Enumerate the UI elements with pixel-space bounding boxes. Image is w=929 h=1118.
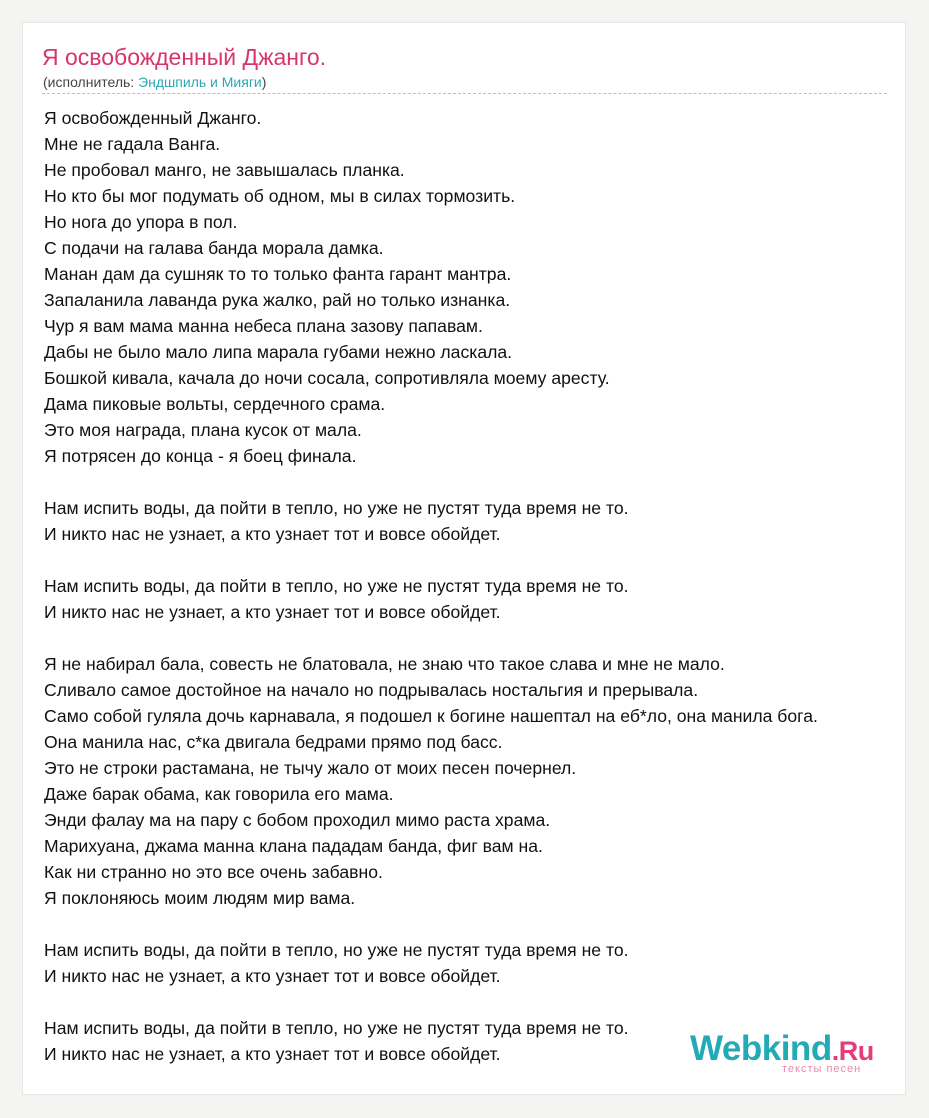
verse-2 <box>44 651 906 911</box>
header-divider <box>42 93 887 94</box>
chorus-1 <box>44 495 906 547</box>
lyric-line: И никто нас не узнает, а кто узнает тот и вовсе обойдет. <box>44 1044 501 1064</box>
lyric-line: Я освобожденный Джанго. <box>44 108 262 128</box>
stanza-gap <box>44 625 906 651</box>
lyric-line: И никто нас не узнает, а кто узнает тот и вовсе обойдет. <box>44 966 501 986</box>
lyric-line: Я не набирал бала, совесть не блатовала, не знаю что такое слава и мне не мало. <box>44 654 725 674</box>
artist-suffix: ) <box>261 74 267 90</box>
lyric-line: Даже барак обама, как говорила его мама. <box>44 784 394 804</box>
lyric-line: Дама пиковые вольты, сердечного срама. <box>44 394 386 414</box>
logo-tld-text: .Ru <box>831 1036 874 1066</box>
verse-1 <box>44 105 906 469</box>
chorus-2 <box>44 573 906 625</box>
lyric-line: Энди фалау ма на пару с бобом проходил мимо раста храма. <box>44 810 551 830</box>
lyric-line: Она манила нас, с*ка двигала бедрами прямо под басс. <box>44 732 503 752</box>
lyric-line: Нам испить воды, да пойти в тепло, но уже не пустят туда время не то. <box>44 940 629 960</box>
lyric-line: И никто нас не узнает, а кто узнает тот и вовсе обойдет. <box>44 602 501 622</box>
logo-subtitle: тексты песен <box>782 1063 862 1075</box>
lyric-line: Это моя награда, плана кусок от мала. <box>44 420 362 440</box>
lyric-line: Нам испить воды, да пойти в тепло, но уже не пустят туда время не то. <box>44 576 629 596</box>
webkind-logo[interactable] <box>690 1029 880 1075</box>
lyric-line: Нам испить воды, да пойти в тепло, но уже не пустят туда время не то. <box>44 498 629 518</box>
lyric-line: Не пробовал манго, не завышалась планка. <box>44 160 405 180</box>
lyric-line: Марихуана, джама манна клана пададам банда, фиг вам на. <box>44 836 543 856</box>
stanza-gap <box>44 911 906 937</box>
lyric-line: С подачи на галава банда морала дамка. <box>44 238 384 258</box>
lyric-line: И никто нас не узнает, а кто узнает тот и вовсе обойдет. <box>44 524 501 544</box>
lyric-line: Но нога до упора в пол. <box>44 212 238 232</box>
logo-main-text: Webkind <box>690 1029 832 1068</box>
lyric-line: Мне не гадала Ванга. <box>44 134 221 154</box>
lyric-line: Как ни странно но это все очень забавно. <box>44 862 383 882</box>
song-title: Я освобожденный Джанго. <box>42 44 327 70</box>
artist-prefix: (исполнитель: <box>43 74 139 90</box>
lyric-line: Запаланила лаванда рука жалко, рай но только изнанка. <box>44 290 511 310</box>
artist-line <box>43 74 266 90</box>
lyric-line: Само собой гуляла дочь карнавала, я подошел к богине нашептал на еб*ло, она манила бога. <box>44 706 818 726</box>
stanza-gap <box>44 547 906 573</box>
artist-link[interactable]: Эндшпиль и Мияги <box>138 74 262 90</box>
stanza-gap <box>44 989 906 1015</box>
lyric-line: Это не строки растамана, не тычу жало от моих песен почернел. <box>44 758 577 778</box>
lyrics-text <box>44 105 906 1067</box>
lyric-line: Нам испить воды, да пойти в тепло, но уже не пустят туда время не то. <box>44 1018 629 1038</box>
lyric-line: Манан дам да сушняк то то только фанта гарант мантра. <box>44 264 512 284</box>
lyric-line: Я поклоняюсь моим людям мир вама. <box>44 888 356 908</box>
lyric-line: Сливало самое достойное на начало но подрывалась ностальгия и прерывала. <box>44 680 699 700</box>
stanza-gap <box>44 469 906 495</box>
lyric-line: Но кто бы мог подумать об одном, мы в силах тормозить. <box>44 186 516 206</box>
chorus-3 <box>44 937 906 989</box>
lyric-line: Чур я вам мама манна небеса плана зазову папавам. <box>44 316 483 336</box>
lyric-line: Дабы не было мало липа марала губами нежно ласкала. <box>44 342 513 362</box>
lyric-line: Я потрясен до конца - я боец финала. <box>44 446 357 466</box>
lyric-line: Бошкой кивала, качала до ночи сосала, сопротивляла моему аресту. <box>44 368 610 388</box>
lyrics-card <box>22 22 906 1095</box>
